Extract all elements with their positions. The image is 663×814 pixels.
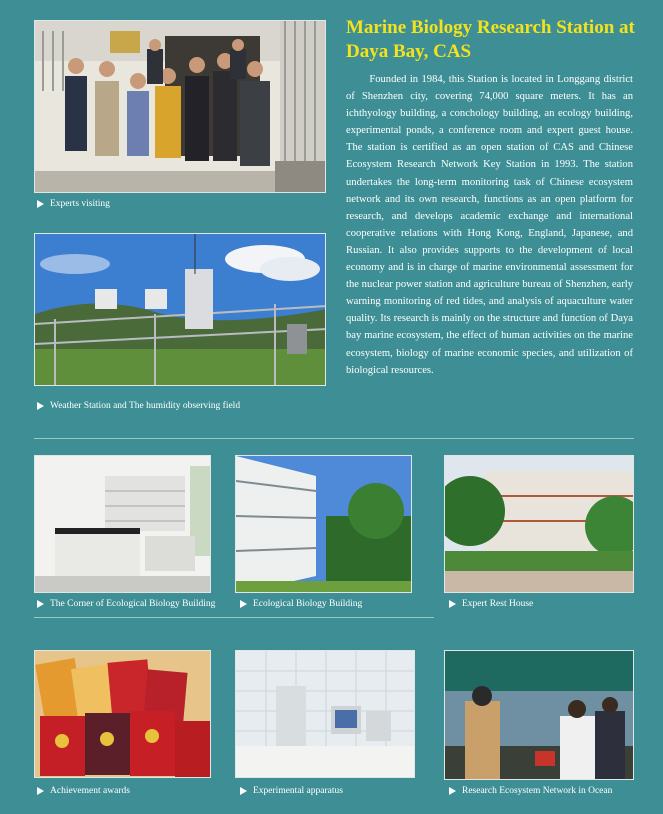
achievement-awards-caption — [37, 786, 130, 796]
triangle-right-icon — [37, 600, 44, 608]
caption-text: Ecological Biology Building — [253, 599, 363, 609]
experimental-apparatus-caption — [240, 786, 343, 796]
caption-text: The Corner of Ecological Biology Building — [50, 599, 216, 609]
achievement-awards-photo — [34, 650, 211, 778]
ecological-building-photo — [235, 455, 412, 593]
experts-visiting-photo — [34, 20, 326, 193]
experimental-apparatus-photo — [235, 650, 415, 778]
page-title: Marine Biology Research Station at Daya Bay, CAS — [346, 17, 635, 62]
caption-text: Experimental apparatus — [253, 786, 343, 796]
section-divider — [34, 438, 634, 439]
triangle-right-icon — [449, 787, 456, 795]
caption-text: Expert Rest House — [462, 599, 534, 609]
ocean-network-photo — [444, 650, 634, 780]
corner-building-caption — [37, 599, 215, 609]
weather-station-caption — [37, 401, 240, 411]
caption-text: Weather Station and The humidity observing field — [50, 401, 241, 411]
caption-text: Achievement awards — [50, 786, 130, 796]
triangle-right-icon — [240, 787, 247, 795]
caption-text: Experts visiting — [50, 199, 110, 209]
weather-station-photo — [34, 233, 326, 386]
caption-text: Research Ecosystem Network in Ocean — [462, 786, 613, 796]
experts-visiting-caption — [37, 199, 110, 209]
ocean-network-caption — [449, 786, 612, 796]
expert-rest-house-caption — [449, 599, 533, 609]
corner-building-photo — [34, 455, 211, 593]
expert-rest-house-photo — [444, 455, 634, 593]
triangle-right-icon — [37, 402, 44, 410]
station-description: Founded in 1984, this Station is located in Longgang district of Shenzhen city, covering 74,000 square meters. It has an ichthyology building, a conchology building, an ecology building, experimental ponds, a conference room and expert guest house. The station is certified as an open station of CAS and Chinese Ecosystem Research Network Key Station in 1993. The station undertakes the long-term monitoring task of Chinese ecosystem network and its own research, functions as an open platform for research, and develops academic exchange and international cooperative relations with Hong Kong, England, Japanese, and Russian. It also provides supports to the development of local economy and is in charge of marine environmental assessment for the nuclear power station and agriculture bureau of Shenzhen, early warning monitoring of red tides, and analysis of aquaculture water quality. Its research is mainly on the structure and function of Daya bay marine ecosystem, the effect of human activities on the marine ecosystem, biology of marine economic species, and utilization of biological resources. — [346, 74, 633, 376]
triangle-right-icon — [37, 200, 44, 208]
section-divider — [34, 617, 434, 618]
ecological-building-caption — [240, 599, 362, 609]
triangle-right-icon — [240, 600, 247, 608]
triangle-right-icon — [449, 600, 456, 608]
triangle-right-icon — [37, 787, 44, 795]
